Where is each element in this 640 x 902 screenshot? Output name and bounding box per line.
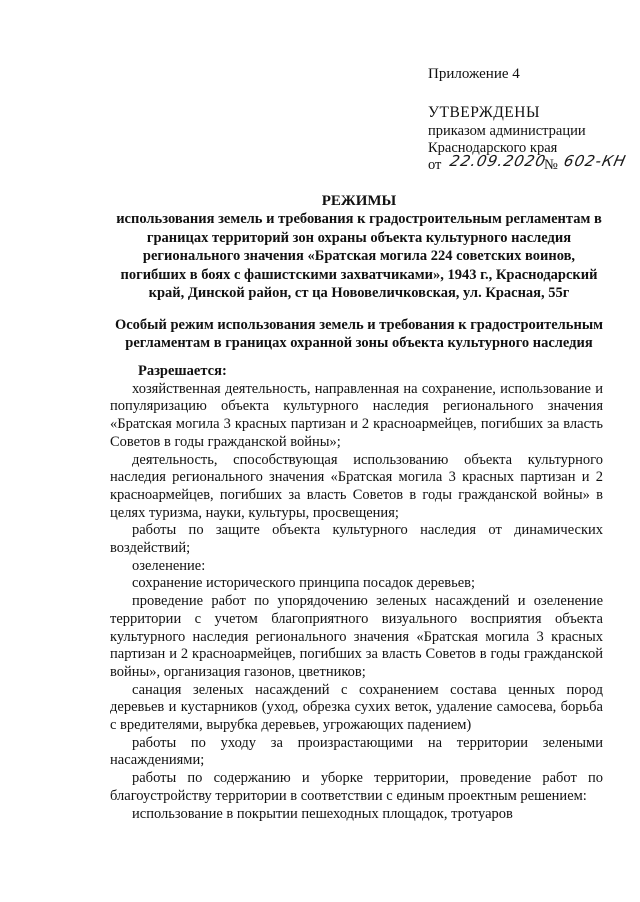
- body-paragraph: деятельность, способствующая использованию объекта культурного наследия регионального значения «Братская могила 3 красных партизан и 2 красноармейцев, погибших за власть Советов в годы гражданской войны» в целях туризма, науки, культуры, просвещения;: [110, 451, 603, 521]
- body-paragraph: санация зеленых насаждений с сохранением состава ценных пород деревьев и кустарников (уход, обрезка сухих веток, удаление самосева, борьба с вредителями, вырубка деревьев, угрожающих падением): [110, 681, 603, 734]
- approved-heading: УТВЕРЖДЕНЫ: [428, 104, 540, 121]
- body-paragraph: использование в покрытии пешеходных площадок, тротуаров: [132, 805, 513, 822]
- title-main: РЕЖИМЫ: [321, 193, 397, 209]
- body-text: [110, 363, 603, 823]
- body-paragraph: сохранение исторического принципа посадок деревьев;: [132, 575, 476, 592]
- subtitle-line: Особый режим использования земель и требования к градостроительным: [114, 317, 604, 333]
- body-paragraph: хозяйственная деятельность, направленная на сохранение, использование и популяризацию объекта культурного наследия регионального значения «Братская могила 3 красных партизан и 2 красноармейцев, погибших за власть Советов в годы гражданской войны»;: [110, 380, 603, 450]
- body-paragraph: проведение работ по упорядочению зеленых насаждений и озеленение территории с учетом благоприятного визуального восприятия объекта культурного наследия регионального значения «Братская могила 3 красных партизан и 2 красноармейцев, погибших за власть Советов в годы гражданской войны», организация газонов, цветников;: [110, 593, 603, 680]
- title-line: погибших в боях с фашистскими захватчиками», 1943 г., Краснодарский: [120, 266, 598, 283]
- section-subtitle: [100, 316, 618, 353]
- number-sign: №: [544, 157, 558, 173]
- permitted-heading: Разрешается:: [138, 363, 227, 379]
- body-paragraph: работы по уходу за произрастающими на территории зелеными насаждениями;: [110, 734, 603, 769]
- subtitle-line: регламентам в границах охранной зоны объекта культурного наследия: [125, 335, 593, 352]
- from-prefix: от: [428, 157, 442, 173]
- body-paragraph: озеленение:: [132, 557, 206, 574]
- body-paragraph: работы по защите объекта культурного наследия от динамических воздействий;: [110, 522, 603, 557]
- title-line: границах территорий зон охраны объекта культурного наследия: [146, 229, 572, 246]
- approval-line-2: Краснодарского края: [428, 140, 558, 156]
- approval-date-row: [428, 152, 629, 174]
- approval-block: [428, 66, 628, 174]
- title-line: использования земель и требования к градостроительным регламентам в: [116, 211, 602, 228]
- title-line: край, Динской район, ст ца Нововеличковская, ул. Красная, 55г: [148, 285, 570, 302]
- approval-line-1: приказом администрации: [428, 123, 586, 139]
- handwritten-date: 22.09.2020: [448, 152, 548, 170]
- body-paragraph: работы по содержанию и уборке территории, проведение работ по благоустройству территории в соответствии с единым проектным решением:: [110, 770, 603, 804]
- handwritten-number: 602-КН: [562, 152, 629, 170]
- title-line: регионального значения «Братская могила 224 советских воинов,: [142, 248, 576, 265]
- document-title: [100, 192, 618, 302]
- appendix-label: Приложение 4: [428, 66, 520, 82]
